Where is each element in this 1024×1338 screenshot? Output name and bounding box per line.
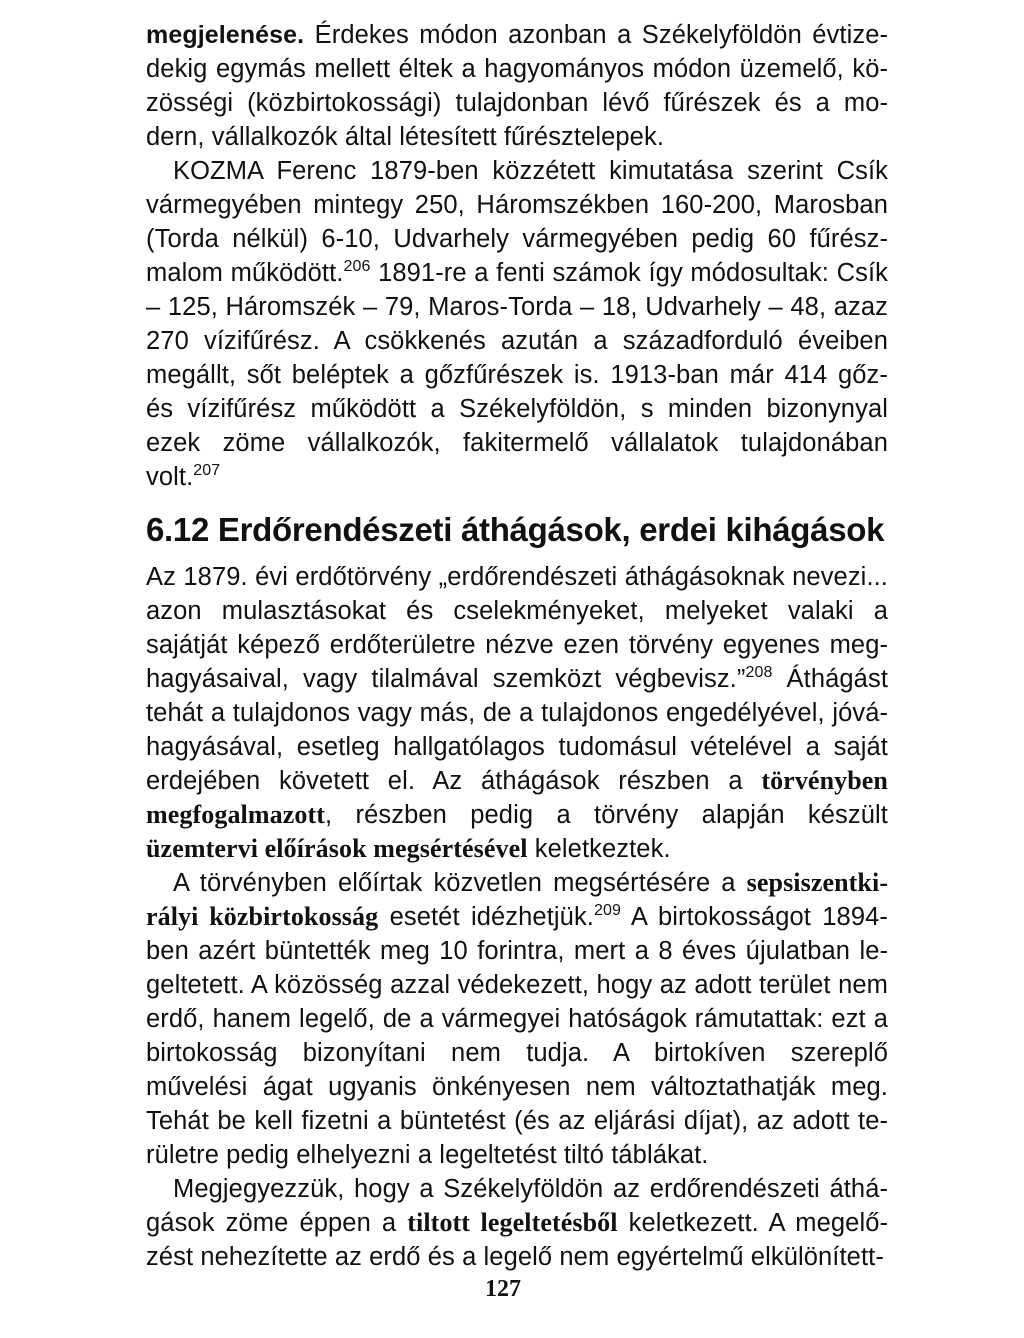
text-run: keletkezett. A megelőzést nehezítette az erdő és a legelő nem egyértelmű elkülönített-	[146, 1209, 889, 1271]
text-run: A birtokosságot 1894-ben azért büntették meg 10 forintra, mert a 8 éves újulatban legeltetett. A közösség azzal védekezett, hogy az adott terület nem erdő, hanem legelő, de a vármegyei hatóságok rámutattak: ezt a birtokosság bizonyítani nem tudja. A birtokíven szereplő művelési ágat ugyanis önkényesen nem változtathatják meg. Tehát be kell fizetni a büntetést (és az eljárási díjat), az adott területre pedig elhelyezni a legeltetést tiltó táblákat.	[146, 903, 888, 1169]
text-run: Áthágást tehát a tulajdonos vagy más, de a tulajdonos engedélyével, jóváhagyásával, esetleg hallgatólagos tudomásul vételével a saját erdejében követett el. Az áthágások részben a	[146, 665, 889, 795]
text-run: Megjegyezzük, hogy a Székelyföldön az erdőrendészeti áthágások zöme éppen a	[146, 1175, 888, 1237]
text-run: Érdekes módon azonban a Székelyföldön évtizedekig egymás mellett éltek a hagyományos módon üzemelő, közösségi (közbirtokossági) tulajdonban lévő fűrészek és a modern, vállalkozók által létesített fűrésztelepek.	[146, 21, 888, 151]
footnote-ref-208: 208	[745, 664, 773, 681]
page-number: 127	[485, 1276, 521, 1302]
footnote-ref-207: 207	[193, 462, 221, 479]
bold-run: megjelenése.	[146, 21, 305, 49]
section-heading: 6.12 Erdőrendészeti áthágások, erdei kihágások	[146, 511, 885, 548]
bold-run: üzemtervi előírások megsértésével	[146, 834, 528, 863]
paragraph-5	[146, 1172, 888, 1274]
text-run: Az 1879. évi erdőtörvény „erdőrendészeti áthágásoknak nevezi... azon mulasztásokat és cselekményeket, melyeket valaki a sajátját képező erdőterületre nézve ezen törvény egyenes meghagyásaival, vagy tilalmával szemközt végbevisz.”	[146, 563, 888, 693]
paragraph-3	[146, 560, 888, 866]
paragraph-1	[146, 18, 888, 154]
bold-run: sepsiszentkirályi közbirtokosság	[146, 868, 888, 931]
text-run: , részben pedig a törvény alapján készült	[325, 801, 888, 829]
text-run: 1891-re a fenti számok így módosultak: Csík – 125, Háromszék – 79, Maros-Torda – 18, Udvarhely – 48, azaz 270 vízifűrész. A csökkenés azután a századforduló éveiben megállt, sőt beléptek a gőzfűrészek is. 1913-ban már 414 gőz- és vízifűrész működött a Székelyföldön, s minden bizonynyal ezek zöme vállalkozók, fakitermelő vállalatok tulajdonában volt.	[146, 259, 888, 491]
footnote-ref-209: 209	[594, 902, 621, 919]
bold-run: tiltott legeltetésből	[407, 1208, 618, 1237]
paragraph-2	[146, 154, 888, 494]
page-body	[146, 18, 888, 1274]
text-run: KOZMA Ferenc 1879-ben közzétett kimutatása szerint Csík vármegyében mintegy 250, Háromszékben 160-200, Marosban (Torda nélkül) 6-10, Udvarhely vármegyében pedig 60 fűrészmalom működött.	[146, 157, 888, 287]
bold-run: törvényben megfogalmazott	[146, 766, 888, 829]
text-run: keletkeztek.	[527, 835, 671, 863]
text-run: esetét idézhetjük.	[378, 903, 594, 931]
footnote-ref-206: 206	[343, 258, 371, 275]
text-run: A törvényben előírtak közvetlen megsértésére a	[173, 869, 747, 897]
paragraph-4	[146, 866, 888, 1172]
